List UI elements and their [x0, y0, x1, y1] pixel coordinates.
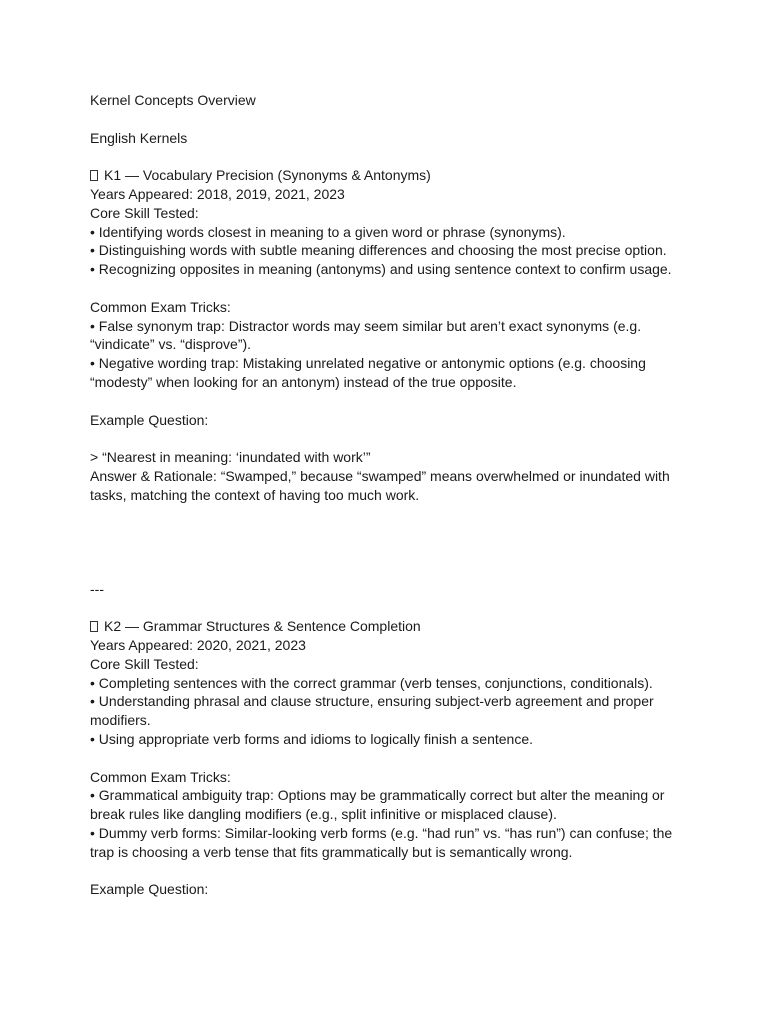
kernel-k2-trick-line: • Dummy verb forms: Similar-looking verb forms (e.g. “had run” vs. “has run”) can confuse; the	[90, 824, 673, 841]
kernel-k1-heading-row	[90, 166, 690, 185]
kernel-k1-answer-line: Answer & Rationale: “Swamped,” because “swamped” means overwhelmed or inundated with	[90, 467, 670, 484]
kernel-k2-core-line: • Using appropriate verb forms and idioms to logically finish a sentence.	[90, 730, 534, 747]
kernel-k1-answer-line: tasks, matching the context of having too much work.	[90, 486, 420, 503]
kernel-k2-heading: K2 — Grammar Structures & Sentence Completion	[104, 618, 421, 635]
kernel-k2-trick-line: trap is choosing a verb tense that fits grammatically but is semantically wrong.	[90, 843, 573, 860]
kernel-k2-trick-line: break rules like dangling modifiers (e.g., split infinitive or misplaced clause).	[90, 806, 557, 823]
kernel-k1-core-item: • Distinguishing words with subtle meaning differences and choosing the most precise option.	[90, 242, 667, 259]
section-heading: English Kernels	[90, 129, 188, 146]
kernel-k2-core-line: modifiers.	[90, 712, 151, 729]
kernel-k2-trick-line: • Grammatical ambiguity trap: Options may be grammatically correct but alter the meaning or	[90, 787, 665, 804]
kernel-k1-trick-line: “modesty” when looking for an antonym) instead of the true opposite.	[90, 373, 517, 390]
kernel-k1-tricks-label: Common Exam Tricks:	[90, 298, 231, 315]
kernel-k2-core-line: • Completing sentences with the correct grammar (verb tenses, conjunctions, conditionals).	[90, 674, 653, 691]
kernel-k1-example-label: Example Question:	[90, 411, 209, 428]
document-title: Kernel Concepts Overview	[90, 92, 256, 108]
missing-glyph-box-icon	[90, 621, 98, 632]
kernel-k1-core-label: Core Skill Tested:	[90, 204, 199, 221]
document-page	[90, 91, 690, 899]
kernel-k2-core-line: • Understanding phrasal and clause structure, ensuring subject-verb agreement and proper	[90, 693, 654, 710]
section-divider: ---	[90, 580, 104, 597]
kernel-k1-trick-line: “vindicate” vs. “disprove”).	[90, 336, 252, 353]
kernel-k1-years: Years Appeared: 2018, 2019, 2021, 2023	[90, 185, 345, 202]
kernel-k2-years: Years Appeared: 2020, 2021, 2023	[90, 636, 306, 653]
kernel-k2-heading-row	[90, 617, 690, 636]
missing-glyph-box-icon	[90, 170, 98, 181]
kernel-k1-heading: K1 — Vocabulary Precision (Synonyms & Antonyms)	[104, 167, 431, 184]
kernel-k1-core-item: • Recognizing opposites in meaning (antonyms) and using sentence context to confirm usage.	[90, 261, 672, 278]
kernel-k2-tricks-label: Common Exam Tricks:	[90, 768, 231, 785]
kernel-k1-trick-line: • Negative wording trap: Mistaking unrelated negative or antonymic options (e.g. choosing	[90, 355, 646, 372]
kernel-k1-trick-line: • False synonym trap: Distractor words may seem similar but aren’t exact synonyms (e.g.	[90, 317, 642, 334]
kernel-k1-example-quote: > “Nearest in meaning: ‘inundated with work’”	[90, 449, 371, 466]
kernel-k1-core-item: • Identifying words closest in meaning to a given word or phrase (synonyms).	[90, 223, 566, 240]
kernel-k2-core-label: Core Skill Tested:	[90, 655, 199, 672]
kernel-k2-example-label: Example Question:	[90, 881, 209, 898]
